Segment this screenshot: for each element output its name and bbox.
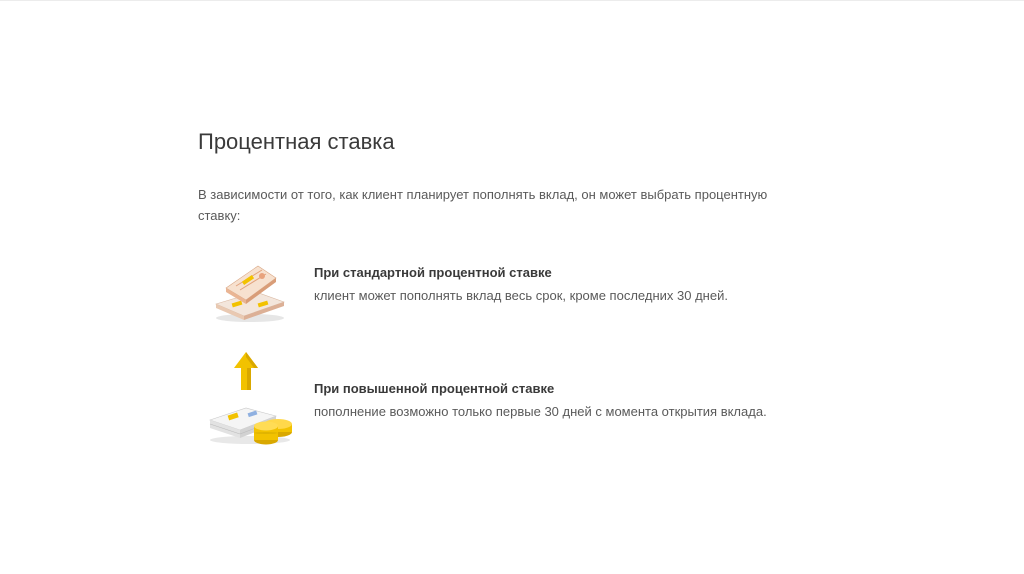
section-title: Процентная ставка xyxy=(198,129,395,154)
option-title: При стандартной процентной ставке xyxy=(314,265,552,280)
section-intro: В зависимости от того, как клиент планирует пополнять вклад, он может выбрать процентную ставку: xyxy=(198,187,768,223)
option-title: При повышенной процентной ставке xyxy=(314,381,555,396)
money-coins-arrow-up-icon xyxy=(206,350,294,446)
banknotes-icon xyxy=(206,258,294,324)
top-divider xyxy=(0,0,1024,1)
option-text: пополнение возможно только первые 30 дней с момента открытия вклада. xyxy=(314,404,767,419)
option-text: клиент может пополнять вклад весь срок, кроме последних 30 дней. xyxy=(314,288,728,303)
